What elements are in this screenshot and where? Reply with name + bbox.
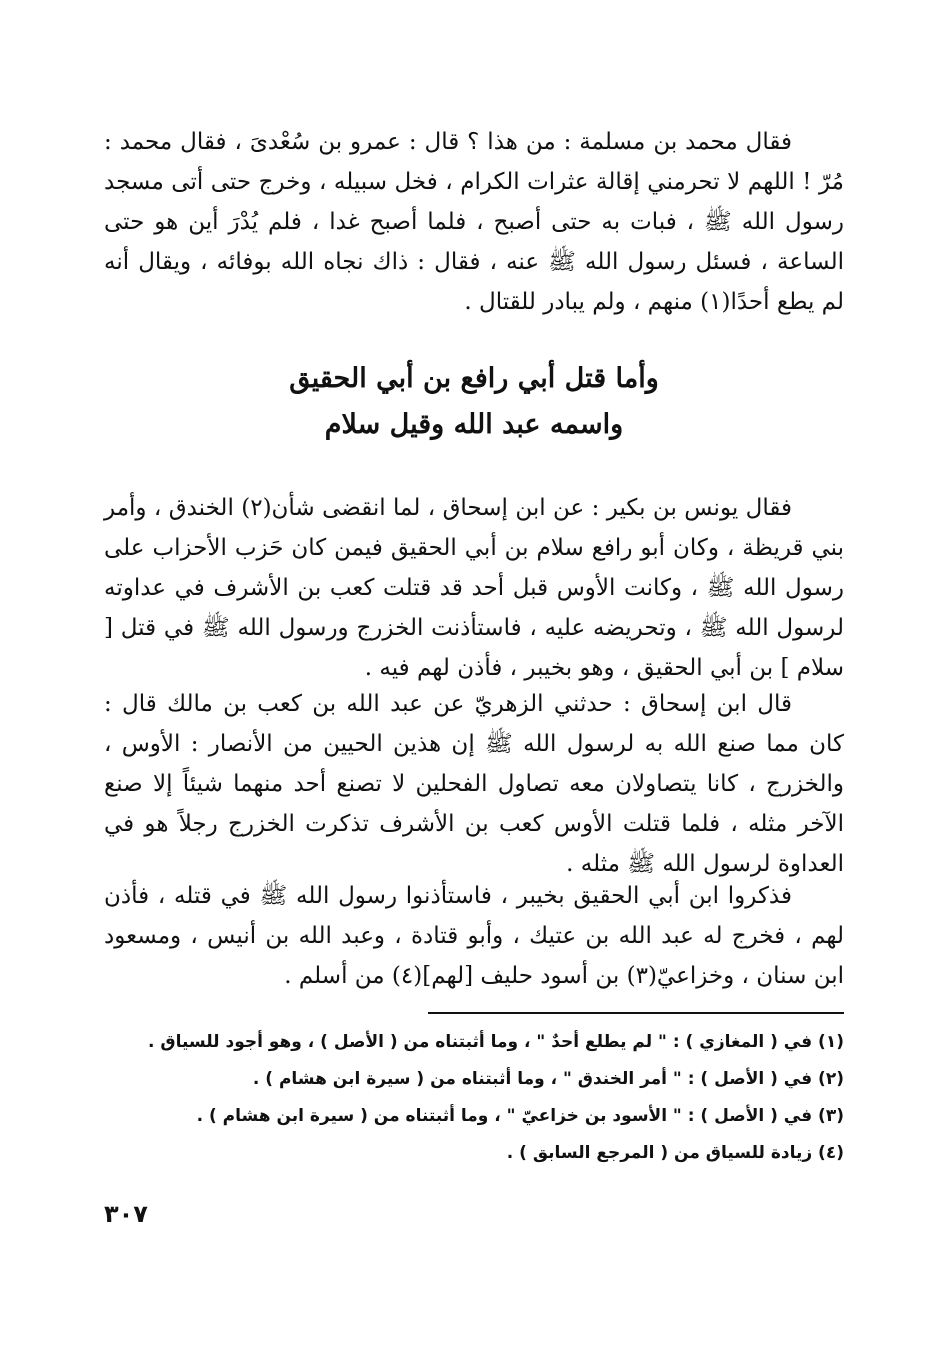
footnote-1: (١) في ( المغازي ) : " لم يطلع أحدٌ " ، وما أثبتناه من ( الأصل ) ، وهو أجود للسياق . <box>148 1032 844 1052</box>
footnotes <box>104 1024 844 1172</box>
heading-line-1: وأما قتل أبي رافع بن أبي الحقيق <box>289 363 659 394</box>
paragraph-2: فقال يونس بن بكير : عن ابن إسحاق ، لما انقضى شأن(٢) الخندق ، وأمر بني قريظة ، وكان أبو رافع سلام بن أبي الحقيق فيمن كان حَزب الأحزاب على رسول الله ﷺ ، وكانت الأوس قبل أحد قد قتلت كعب بن الأشرف في عداوته لرسول الله ﷺ ، وتحريضه عليه ، فاستأذنت الخزرج ورسول الله ﷺ في قتل [ سلام ] بن أبي الحقيق ، وهو بخيبر ، فأذن لهم فيه . <box>104 495 844 681</box>
footnote-divider <box>428 1012 844 1014</box>
section-heading <box>104 356 844 448</box>
paragraph-1: فقال محمد بن مسلمة : من هذا ؟ قال : عمرو بن سُعْدىَ ، فقال محمد : مُرّ ! اللهم لا تحرمني إقالة عثرات الكرام ، فخل سبيله ، وخرج حتى أتى مسجد رسول الله ﷺ ، فبات به حتى أصبح ، فلما أصبح غدا ، فلم يُدْرَ أين هو حتى الساعة ، فسئل رسول الله ﷺ عنه ، فقال : ذاك نجاه الله بوفائه ، ويقال أنه لم يطع أحدًا(١) منهم ، ولم يبادر للقتال . <box>104 129 844 315</box>
footnote-2: (٢) في ( الأصل ) : " أمر الخندق " ، وما أثبتناه من ( سيرة ابن هشام ) . <box>252 1069 844 1089</box>
footnote-4: (٤) زيادة للسياق من ( المرجع السابق ) . <box>506 1143 844 1163</box>
heading-line-2: واسمه عبد الله وقيل سلام <box>324 409 624 440</box>
paragraph-4: فذكروا ابن أبي الحقيق بخيبر ، فاستأذنوا رسول الله ﷺ في قتله ، فأذن لهم ، فخرج له عبد الله بن عتيك ، وأبو قتادة ، وعبد الله بن أنيس ، ومسعود ابن سنان ، وخزاعيّ(٣) بن أسود حليف [لهم](٤) من أسلم . <box>104 883 844 989</box>
paragraph-3: قال ابن إسحاق : حدثني الزهريّ عن عبد الله بن كعب بن مالك قال : كان مما صنع الله به لرسول الله ﷺ إن هذين الحيين من الأنصار : الأوس ، والخزرج ، كانا يتصاولان معه تصاول الفحلين لا تصنع أحد منهما شيئاً إلا صنع الآخر مثله ، فلما قتلت الأوس كعب بن الأشرف تذكرت الخزرج رجلاً هو في العداوة لرسول الله ﷺ مثله . <box>104 691 844 877</box>
footnote-3: (٣) في ( الأصل ) : " الأسود بن خزاعيّ " ، وما أثبتناه من ( سيرة ابن هشام ) . <box>196 1106 844 1126</box>
page-number: ٣٠٧ <box>104 1200 148 1228</box>
